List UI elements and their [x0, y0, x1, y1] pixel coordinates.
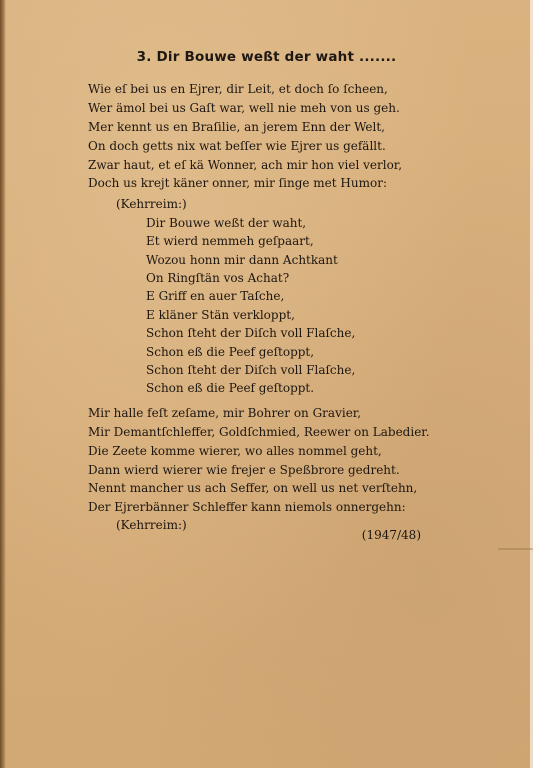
refrain-line: E Griff en auer Taſche, — [146, 289, 285, 303]
refrain-line: Schon eß die Peef geſtoppt. — [146, 381, 315, 395]
verse-line: Wer ämol bei us Gaſt war, well nie meh von us geh. — [88, 101, 400, 115]
verse-line: Der Ejrerbänner Schleffer kann niemols onnergehn: — [88, 500, 406, 514]
verse-line: Dann wierd wierer wie frejer e Speßbrore gedreht. — [88, 463, 400, 477]
refrain-line: E kläner Stän verkloppt, — [146, 308, 295, 322]
verse-line: On doch getts nix wat beſſer wie Ejrer us gefällt. — [88, 139, 386, 153]
verse-line: Mer kennt us en Braſilie, an jerem Enn der Welt, — [88, 120, 385, 134]
year-note: (1947/48) — [361, 528, 421, 542]
verse-line: Zwar haut, et eſ kä Wonner, ach mir hon viel verlor, — [88, 158, 403, 172]
refrain-line: Schon eß die Peef geſtoppt, — [146, 345, 315, 359]
refrain-line: Dir Bouwe weßt der waht, — [146, 216, 307, 230]
song-title: 3. Dir Bouwe weßt der waht ....... — [136, 49, 397, 65]
verse-line: Mir halle feſt zeſame, mir Bohrer on Gravier, — [88, 406, 362, 420]
verse-line: Mir Demantſchleffer, Goldſchmied, Reewer on Labedier. — [88, 425, 430, 439]
verse-line: Doch us krejt käner onner, mir ſinge met Humor: — [88, 176, 387, 190]
refrain-line: Wozou honn mir dann Achtkant — [146, 253, 338, 267]
verse-line: Die Zeete komme wierer, wo alles nommel geht, — [88, 444, 382, 458]
refrain-line: On Ringſtän vos Achat? — [146, 271, 290, 285]
refrain-label: (Kehrreim:) — [116, 197, 187, 211]
refrain-label-2: (Kehrreim:) — [116, 518, 187, 532]
verse-line: Wie eſ bei us en Ejrer, dir Leit, et doch ſo ſcheen, — [88, 82, 388, 96]
refrain-line: Schon ſteht der Diſch voll Flaſche, — [146, 326, 356, 340]
refrain-line: Schon ſteht der Diſch voll Flaſche, — [146, 363, 356, 377]
paper-crease — [498, 548, 533, 550]
page-edge-shadow — [0, 0, 6, 768]
verse-line: Nennt mancher us ach Seffer, on well us net verſtehn, — [88, 481, 418, 495]
refrain-line: Et wierd nemmeh geſpaart, — [146, 234, 314, 248]
